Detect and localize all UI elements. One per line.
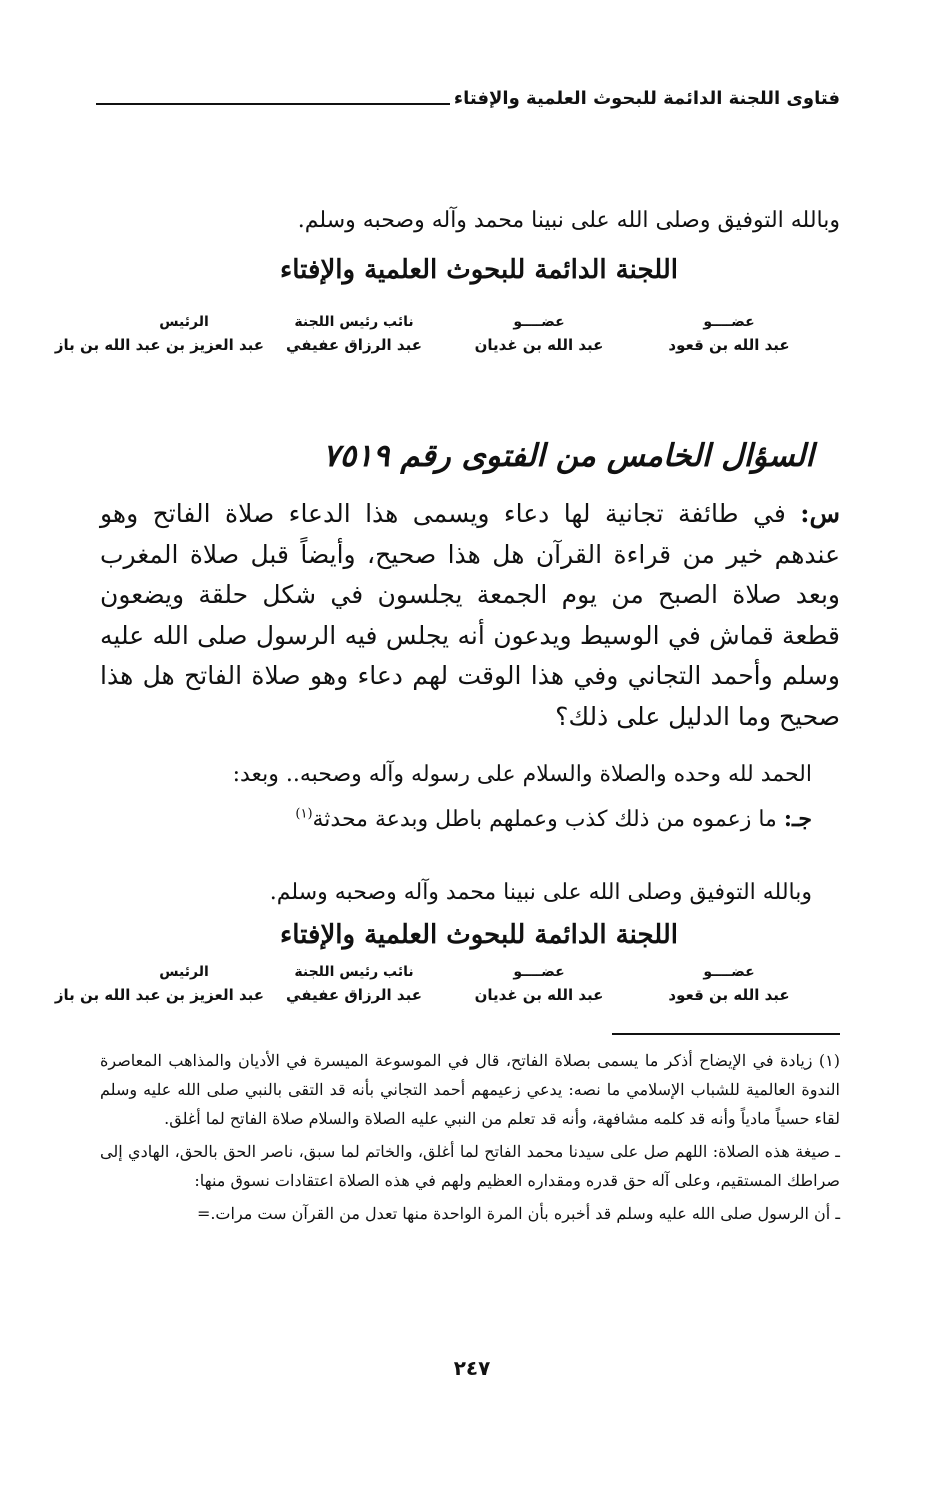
signatory-role: الرئيس — [159, 964, 209, 980]
answer-text: ما زعموه من ذلك كذب وعملهم باطل وبدعة محدثة — [312, 807, 777, 832]
signatory-name: عبد الرزاق عفيفي — [286, 986, 422, 1004]
answer-label: جـ: — [783, 806, 812, 832]
signatory-role: عضــــو — [703, 314, 755, 330]
closing-formula: وبالله التوفيق وصلى الله على نبينا محمد وآله وصحبه وسلم. — [269, 880, 812, 905]
signatory — [654, 964, 804, 1004]
signatory-role: نائب رئيس اللجنة — [294, 314, 414, 330]
page-number: ٢٤٧ — [453, 1356, 491, 1380]
committee-name: اللجنة الدائمة للبحوث العلمية والإفتاء — [280, 255, 678, 285]
signatory — [454, 964, 624, 1004]
signatory — [54, 964, 264, 1004]
signatures-row — [54, 314, 804, 370]
signatory-role: عضــــو — [513, 964, 565, 980]
signatory-role: عضــــو — [703, 964, 755, 980]
footnote-paragraph: (١) زيادة في الإيضاح أذكر ما يسمى بصلاة الفاتح، قال في الموسوعة الميسرة في الأديان والمذاهب المعاصرة الندوة العالمية للشباب الإسلامي ما نصه: يدعي زعيمهم أحمد التجاني بأنه قد التقى بالنبي صلى الله عليه وسلم لقاء حسياً مادياً وأنه قد كلمه مشافهة، وأنه قد تعلم من النبي عليه الصلاة والسلام صلاة الفاتح لما أغلق. — [100, 1051, 840, 1128]
question-label: س: — [800, 499, 840, 528]
closing-formula: وبالله التوفيق وصلى الله على نبينا محمد وآله وصحبه وسلم. — [297, 208, 840, 233]
header-rule — [96, 103, 450, 105]
footnote-paragraph: ـ أن الرسول صلى الله عليه وسلم قد أخبره بأن المرة الواحدة منها تعدل من القرآن ست مرات.= — [196, 1204, 840, 1223]
footnote-rule — [612, 1033, 840, 1035]
running-header — [96, 88, 840, 109]
footnotes — [100, 1046, 840, 1232]
signatory-role: الرئيس — [159, 314, 209, 330]
signatory-role: نائب رئيس اللجنة — [294, 964, 414, 980]
signatory — [454, 314, 624, 354]
signatory-role: عضــــو — [513, 314, 565, 330]
footnote-ref: (١) — [295, 806, 313, 822]
answer-praise: الحمد لله وحده والصلاة والسلام على رسوله وآله وصحبه.. وبعد: — [232, 762, 812, 787]
signatory — [54, 314, 264, 354]
signatory — [274, 314, 434, 354]
committee-name: اللجنة الدائمة للبحوث العلمية والإفتاء — [280, 920, 678, 950]
signatures-row — [54, 964, 804, 1020]
footnote-paragraph: ـ صيغة هذه الصلاة: اللهم صل على سيدنا محمد الفاتح لما أغلق، والخاتم لما سبق، ناصر الحق بالحق، الهادي إلى صراطك المستقيم، وعلى آله حق قدره ومقداره العظيم ولهم في هذه الصلاة اعتقادات نسوق منها: — [100, 1142, 840, 1190]
signatory-name: عبد الله بن قعود — [668, 336, 790, 354]
running-header-title: فتاوى اللجنة الدائمة للبحوث العلمية والإفتاء — [453, 88, 840, 109]
signatory-name: عبد الله بن غديان — [474, 336, 604, 354]
signatory — [274, 964, 434, 1004]
signatory-name: عبد العزيز بن عبد الله بن باز — [54, 986, 264, 1004]
fatwa-title: السؤال الخامس من الفتوى رقم ٧٥١٩ — [322, 438, 814, 474]
question-text: في طائفة تجانية لها دعاء ويسمى هذا الدعاء صلاة الفاتح وهو عندهم خير من قراءة القرآن هل هذا صحيح، وأيضاً قبل صلاة المغرب وبعد صلاة الصبح من يوم الجمعة يجلسون في شكل حلقة ويضعون قطعة قماش في الوسيط ويدعون أنه يجلس فيه الرسول صلى الله عليه وسلم وأحمد التجاني وفي هذا الوقت لهم دعاء وهو صلاة الفاتح هل هذا صحيح وما الدليل على ذلك؟ — [100, 499, 840, 731]
signatory — [654, 314, 804, 354]
answer-line — [295, 806, 812, 832]
signatory-name: عبد الله بن قعود — [668, 986, 790, 1004]
question-paragraph — [100, 494, 840, 737]
signatory-name: عبد الرزاق عفيفي — [286, 336, 422, 354]
signatory-name: عبد العزيز بن عبد الله بن باز — [54, 336, 264, 354]
signatory-name: عبد الله بن غديان — [474, 986, 604, 1004]
